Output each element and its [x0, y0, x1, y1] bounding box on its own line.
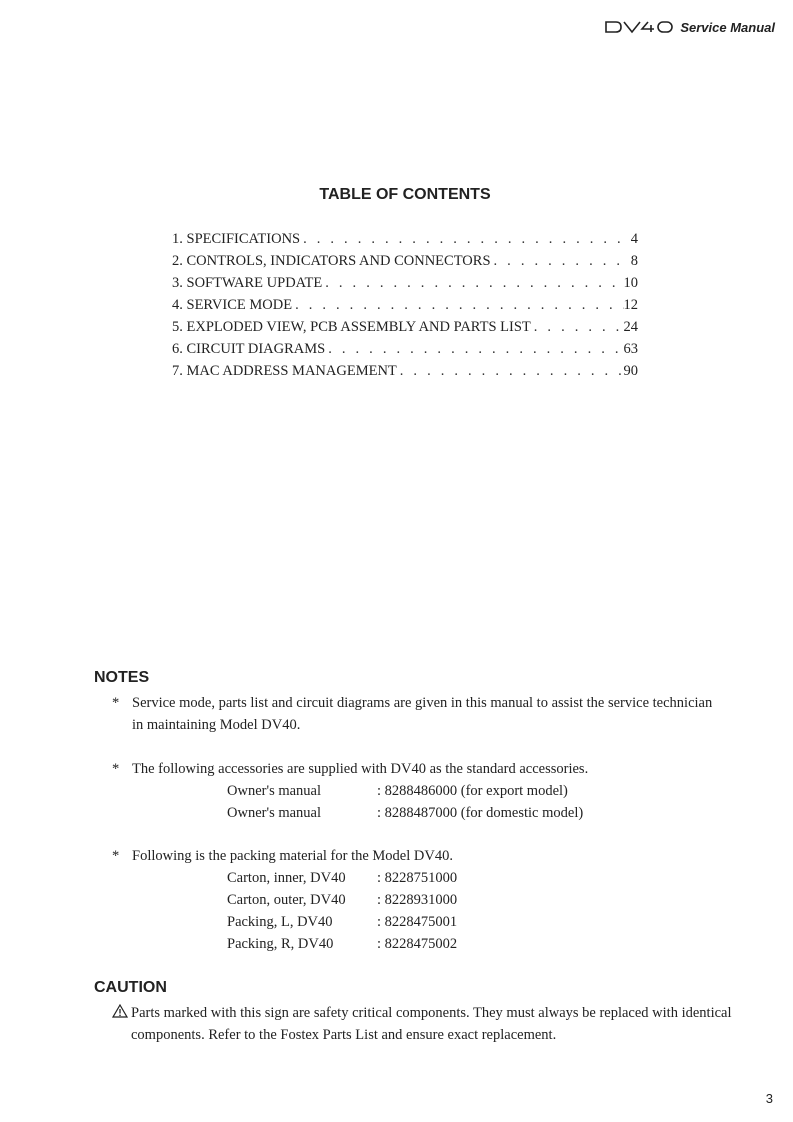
item-value: : 8228475001	[377, 914, 458, 930]
toc-entry-page: 63	[623, 341, 638, 357]
toc-entry-label: 3. SOFTWARE UPDATE	[172, 275, 323, 291]
toc-leader	[300, 228, 624, 250]
note-bullet: *	[112, 761, 120, 777]
toc-entry-label: 4. SERVICE MODE	[172, 297, 293, 313]
item-value: : 8288487000 (for domestic model)	[377, 805, 584, 821]
page-header	[604, 18, 775, 36]
list-item	[227, 780, 732, 802]
item-name: Packing, L, DV40	[227, 914, 333, 930]
toc-entry-label: 7. MAC ADDRESS MANAGEMENT	[172, 363, 397, 379]
toc-entry-label: 5. EXPLODED VIEW, PCB ASSEMBLY AND PARTS LIST	[172, 319, 531, 335]
note-packing	[112, 845, 732, 955]
item-value: : 8228931000	[377, 892, 458, 908]
list-item	[227, 933, 732, 955]
item-name: Carton, outer, DV40	[227, 892, 346, 908]
note-accessories	[112, 758, 732, 824]
toc-entry[interactable]	[172, 272, 638, 294]
table-of-contents	[172, 228, 638, 382]
toc-entry-page: 90	[623, 363, 638, 379]
toc-entry[interactable]	[172, 250, 638, 272]
toc-entry-page: 12	[623, 297, 638, 313]
list-item	[227, 911, 732, 933]
item-name: Packing, R, DV40	[227, 936, 334, 952]
item-value: : 8228751000	[377, 870, 458, 886]
toc-entry-page: 8	[630, 253, 638, 269]
caution-line: components. Refer to the Fostex Parts List and ensure exact replacement.	[131, 1027, 557, 1043]
list-item	[227, 889, 732, 911]
warning-icon	[112, 1004, 128, 1018]
header-title: Service Manual	[680, 19, 775, 35]
note-text: Service mode, parts list and circuit diagrams are given in this manual to assist the service technician	[132, 695, 713, 711]
toc-entry-page: 24	[623, 319, 638, 335]
toc-title: TABLE OF CONTENTS	[319, 186, 491, 203]
packing-list	[227, 867, 732, 955]
note-text: Following is the packing material for the Model DV40.	[132, 848, 453, 864]
toc-leader	[491, 250, 624, 272]
accessory-list	[227, 780, 732, 824]
list-item	[227, 867, 732, 889]
notes-heading: NOTES	[94, 669, 150, 686]
toc-entry[interactable]	[172, 228, 638, 250]
item-name: Owner's manual	[227, 805, 322, 821]
toc-leader	[531, 316, 624, 338]
note-bullet: *	[112, 848, 120, 864]
toc-leader	[292, 294, 623, 316]
toc-entry[interactable]	[172, 316, 638, 338]
toc-entry[interactable]	[172, 294, 638, 316]
caution-heading: CAUTION	[94, 979, 167, 996]
toc-entry-page: 10	[623, 275, 638, 291]
toc-entry[interactable]	[172, 338, 638, 360]
note-text: in maintaining Model DV40.	[132, 717, 301, 733]
list-item	[227, 802, 732, 824]
toc-leader	[397, 360, 624, 382]
item-name: Carton, inner, DV40	[227, 870, 346, 886]
toc-entry-label: 6. CIRCUIT DIAGRAMS	[172, 341, 326, 357]
toc-entry-page: 4	[630, 231, 638, 247]
note-text: The following accessories are supplied with DV40 as the standard accessories.	[132, 761, 589, 777]
toc-entry-label: 2. CONTROLS, INDICATORS AND CONNECTORS	[172, 253, 491, 269]
toc-leader	[325, 338, 623, 360]
page-number: 3	[765, 1091, 773, 1106]
item-value: : 8288486000 (for export model)	[377, 783, 568, 799]
note-bullet: *	[112, 695, 120, 711]
caution-line: Parts marked with this sign are safety critical components. They must always be replaced with identical	[131, 1005, 732, 1021]
toc-entry-label: 1. SPECIFICATIONS	[172, 231, 301, 247]
note-service-info	[112, 692, 732, 736]
item-name: Owner's manual	[227, 783, 322, 799]
item-value: : 8228475002	[377, 936, 458, 952]
caution-text	[112, 1002, 732, 1046]
toc-leader	[322, 272, 623, 294]
toc-entry[interactable]	[172, 360, 638, 382]
dv40-logo	[604, 18, 674, 36]
